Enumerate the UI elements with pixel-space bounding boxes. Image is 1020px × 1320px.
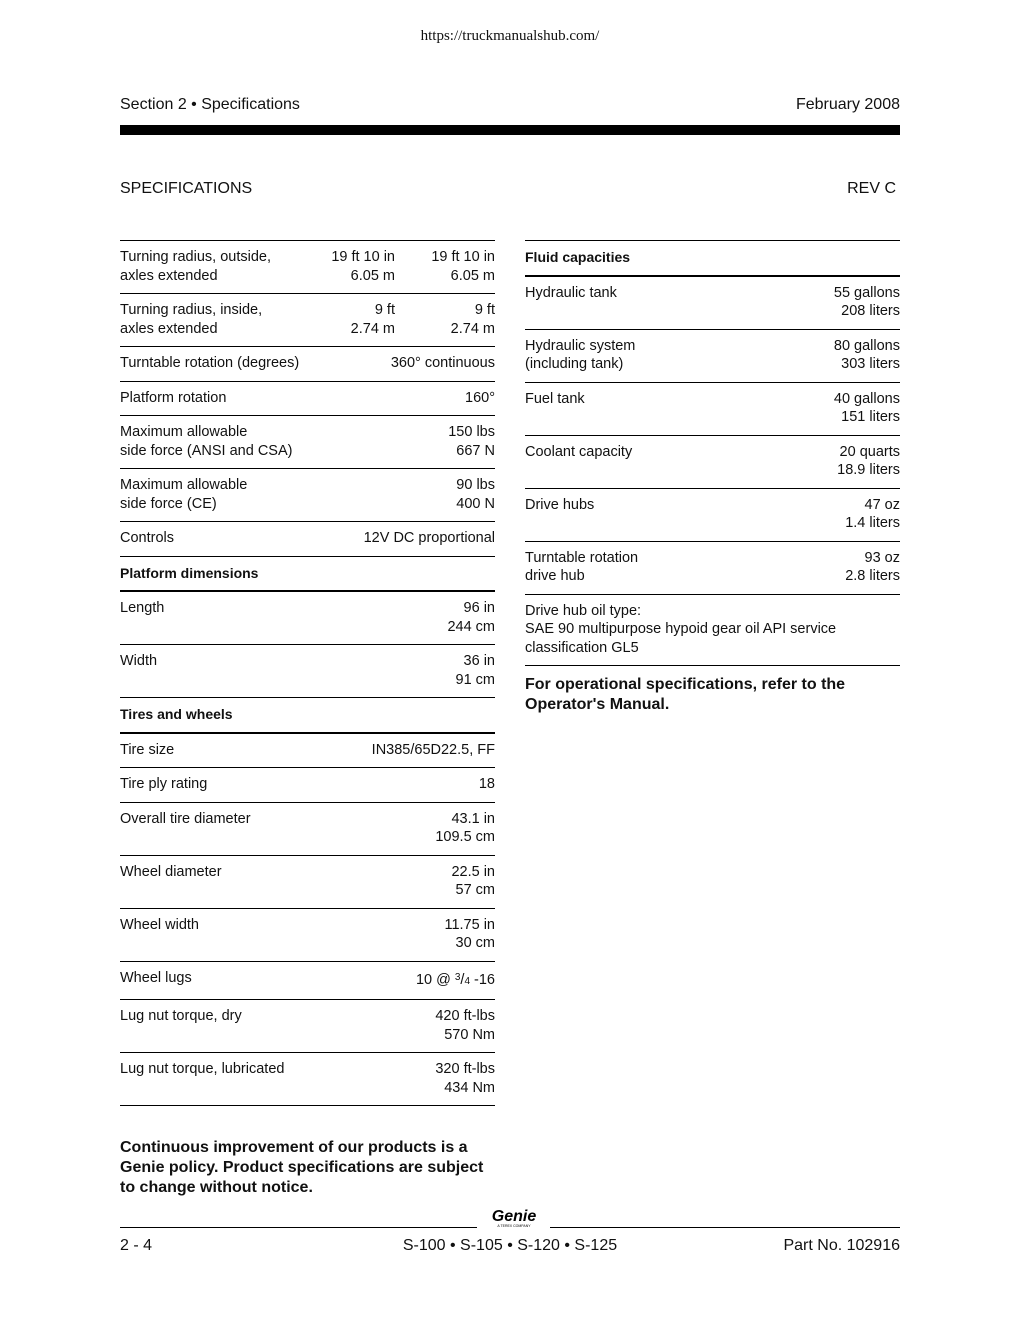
- spec-value-col1: [295, 248, 395, 285]
- spec-value-line: 93 oz: [864, 549, 900, 566]
- spec-value-line: 18: [478, 776, 495, 792]
- spec-label-line: Lug nut torque, dry: [120, 1008, 242, 1024]
- spec-value-col2: [395, 248, 495, 285]
- spec-label: [120, 476, 456, 513]
- spec-value: [447, 599, 495, 636]
- spec-row: [120, 294, 495, 347]
- spec-value: [444, 916, 495, 953]
- spec-value-line: 10 @ $^3$/4 -16: [415, 971, 495, 988]
- spec-value-line: 570 Nm: [444, 1026, 495, 1043]
- spec-label-line: Maximum allowable: [120, 424, 248, 440]
- genie-logo: [484, 1207, 544, 1229]
- spec-row: [120, 382, 495, 417]
- spec-value-line: 6.05 m: [350, 267, 395, 284]
- footer-rule-left: [120, 1227, 477, 1228]
- logo-wordmark: Genie: [491, 1208, 537, 1225]
- spec-value-line: 90 lbs: [456, 477, 495, 493]
- spec-label: [525, 284, 834, 303]
- spec-row: [525, 489, 900, 542]
- spec-value: [435, 1060, 495, 1097]
- section-heading: [525, 241, 900, 277]
- spec-row: [120, 1053, 495, 1106]
- section-header: Section 2 • Specifications: [120, 96, 300, 113]
- spec-label-line: Wheel width: [120, 916, 199, 933]
- spec-value-line: 36 in: [463, 653, 495, 669]
- spec-row: [120, 962, 495, 1001]
- spec-value-line: 2.74 m: [450, 320, 495, 337]
- spec-label-line: Turning radius, outside,: [120, 249, 271, 265]
- spec-row: [120, 469, 495, 522]
- spec-label: [525, 337, 834, 374]
- spec-value: [834, 390, 900, 427]
- spec-value-line: 6.05 m: [450, 267, 495, 284]
- spec-value-line: 150 lbs: [448, 424, 495, 440]
- page-number: 2 - 4: [120, 1237, 153, 1254]
- spec-label-line: classification GL5: [525, 639, 639, 656]
- section-heading-label: Tires and wheels: [120, 706, 233, 722]
- spec-label-line: Controls: [120, 530, 174, 546]
- spec-value: [456, 652, 496, 689]
- spec-value-line: 96 in: [463, 600, 495, 616]
- spec-label-line: Fuel tank: [525, 390, 585, 407]
- spec-value-line: 151 liters: [841, 409, 900, 425]
- spec-row: [120, 734, 495, 769]
- spec-label-line: Width: [120, 653, 158, 669]
- spec-label-line: (including tank): [525, 356, 624, 372]
- spec-label: [120, 423, 448, 460]
- spec-value-line: 12V DC proportional: [363, 530, 495, 546]
- spec-value-line: 57 cm: [455, 882, 495, 898]
- spec-label: [120, 599, 447, 618]
- spec-label: [120, 969, 416, 988]
- spec-value-line: 19 ft 10 in: [331, 249, 395, 265]
- revision-label: REV C: [847, 180, 896, 197]
- spec-row: [120, 416, 495, 469]
- spec-value-line: 18.9 liters: [837, 462, 900, 478]
- spec-row: [120, 909, 495, 962]
- spec-row: [120, 856, 495, 909]
- spec-value: [364, 529, 495, 548]
- spec-value: [845, 496, 900, 533]
- spec-value-line: 400 N: [456, 495, 495, 512]
- spec-label: [120, 863, 451, 882]
- spec-label-line: Hydraulic system: [525, 337, 636, 354]
- operational-note: For operational specifications, refer to the Operator's Manual.: [525, 676, 846, 713]
- specs-table-left: [120, 240, 495, 1106]
- spec-value: [448, 423, 495, 460]
- spec-value-line: 434 Nm: [444, 1079, 495, 1096]
- spec-label-line: Overall tire diameter: [120, 810, 251, 827]
- spec-label-line: Drive hub oil type:: [525, 602, 642, 619]
- spec-value-line: 80 gallons: [833, 337, 900, 354]
- spec-value-line: 30 cm: [455, 935, 495, 951]
- spec-value-line: 11.75 in: [444, 916, 495, 933]
- spec-row: [525, 383, 900, 436]
- spec-label-line: Tire ply rating: [120, 776, 208, 792]
- spec-value-line: 420 ft-lbs: [435, 1008, 495, 1024]
- spec-value-line: 208 liters: [841, 303, 900, 319]
- spec-value-line: 43.1 in: [451, 810, 495, 827]
- spec-value-line: 20 quarts: [839, 443, 900, 460]
- model-list: S-100 • S-105 • S-120 • S-125: [402, 1237, 618, 1254]
- spec-label: [525, 549, 845, 586]
- spec-value-line: 9 ft: [374, 302, 395, 318]
- spec-value: [451, 863, 495, 900]
- spec-label: [120, 916, 444, 935]
- spec-row: [120, 645, 495, 698]
- spec-row: [120, 347, 495, 382]
- spec-label: [525, 390, 834, 409]
- spec-label-line: Turntable rotation (degrees): [120, 355, 300, 371]
- spec-value-line: 47 oz: [864, 496, 900, 513]
- spec-row: [120, 1000, 495, 1053]
- spec-label-line: axles extended: [120, 320, 218, 337]
- spec-value-line: 2.74 m: [350, 320, 395, 337]
- section-heading-label: Fluid capacities: [525, 249, 631, 265]
- policy-note: Continuous improvement of our products is a Genie policy. Product specifications are subject to change without notice.: [120, 1139, 484, 1196]
- spec-value-line: 9 ft: [474, 302, 495, 318]
- part-number: Part No. 102916: [783, 1237, 900, 1254]
- spec-value-line: 55 gallons: [833, 284, 900, 301]
- spec-row: [525, 542, 900, 595]
- spec-row: [120, 768, 495, 803]
- spec-row: [525, 330, 900, 383]
- spec-label-line: Drive hubs: [525, 496, 595, 513]
- spec-value-line: 320 ft-lbs: [435, 1061, 495, 1077]
- spec-row: [120, 522, 495, 557]
- spec-label: [120, 652, 456, 671]
- spec-row: [120, 803, 495, 856]
- spec-value: [435, 810, 495, 847]
- spec-value: [465, 389, 495, 408]
- spec-label: [120, 775, 479, 794]
- spec-value: [834, 337, 900, 374]
- spec-label-line: Turntable rotation: [525, 549, 639, 566]
- section-heading: [120, 698, 495, 734]
- spec-label-line: Length: [120, 600, 165, 616]
- date-header: February 2008: [795, 96, 900, 113]
- spec-label: [525, 602, 900, 658]
- section-heading-label: Platform dimensions: [120, 564, 259, 581]
- footer-rule-right: [550, 1227, 900, 1228]
- page-title: SPECIFICATIONS: [120, 180, 253, 197]
- spec-label-line: drive hub: [525, 568, 585, 584]
- spec-label: [525, 443, 837, 462]
- spec-label: [120, 248, 295, 285]
- spec-value-line: 244 cm: [447, 618, 495, 635]
- spec-value: [845, 549, 900, 586]
- spec-label: [120, 1007, 435, 1026]
- spec-label: [120, 741, 372, 760]
- logo-subtext: A TEREX COMPANY: [497, 1224, 531, 1228]
- spec-label-line: Coolant capacity: [525, 443, 633, 460]
- source-url[interactable]: https://truckmanualshub.com/: [420, 28, 600, 44]
- spec-row: [525, 436, 900, 489]
- spec-row: [120, 592, 495, 645]
- spec-value-line: 160°: [465, 389, 495, 406]
- spec-label-line: side force (CE): [120, 495, 217, 512]
- spec-value: [391, 354, 495, 373]
- spec-value-line: 40 gallons: [833, 390, 900, 407]
- spec-label: [525, 496, 845, 515]
- spec-value-line: 109.5 cm: [435, 829, 495, 845]
- spec-row: [525, 277, 900, 330]
- spec-value-col1: [295, 301, 395, 338]
- spec-label-line: axles extended: [120, 267, 218, 284]
- specs-table-right: [525, 240, 900, 666]
- spec-label: [120, 1060, 435, 1079]
- spec-value-line: 303 liters: [841, 356, 900, 372]
- spec-label: [120, 810, 435, 829]
- spec-label-line: Platform rotation: [120, 389, 227, 406]
- spec-value: [834, 284, 900, 321]
- spec-value-line: 2.8 liters: [845, 568, 900, 584]
- spec-value: [479, 775, 495, 794]
- spec-value: [435, 1007, 495, 1044]
- spec-value-line: 22.5 in: [451, 863, 495, 880]
- spec-value-line: 19 ft 10 in: [431, 249, 495, 265]
- spec-label-line: Hydraulic tank: [525, 284, 617, 301]
- spec-label-line: Tire size: [120, 741, 175, 758]
- spec-value: [416, 969, 495, 992]
- spec-label-line: SAE 90 multipurpose hypoid gear oil API service: [525, 621, 837, 637]
- spec-value: [456, 476, 495, 513]
- spec-value-col2: [395, 301, 495, 338]
- spec-label: [120, 301, 295, 338]
- spec-value-line: 1.4 liters: [845, 515, 900, 531]
- spec-value-line: 667 N: [456, 442, 495, 459]
- spec-label-line: side force (ANSI and CSA): [120, 442, 293, 459]
- spec-label: [120, 389, 465, 408]
- spec-value-line: 91 cm: [455, 671, 495, 688]
- spec-label: [120, 354, 391, 373]
- spec-row: [525, 595, 900, 667]
- spec-label-line: Wheel diameter: [120, 863, 222, 880]
- spec-label: [120, 529, 364, 548]
- header-divider: [120, 125, 900, 135]
- spec-label-line: Maximum allowable: [120, 477, 248, 493]
- spec-value-line: IN385/65D22.5, FF: [371, 741, 495, 758]
- spec-label-line: Wheel lugs: [120, 969, 192, 986]
- section-heading: [120, 557, 495, 593]
- spec-value-line: 360° continuous: [390, 355, 495, 371]
- spec-value: [837, 443, 900, 480]
- spec-label-line: Lug nut torque, lubricated: [120, 1061, 285, 1077]
- spec-value: [372, 741, 495, 760]
- spec-label-line: Turning radius, inside,: [120, 302, 263, 318]
- spec-row: [120, 241, 495, 294]
